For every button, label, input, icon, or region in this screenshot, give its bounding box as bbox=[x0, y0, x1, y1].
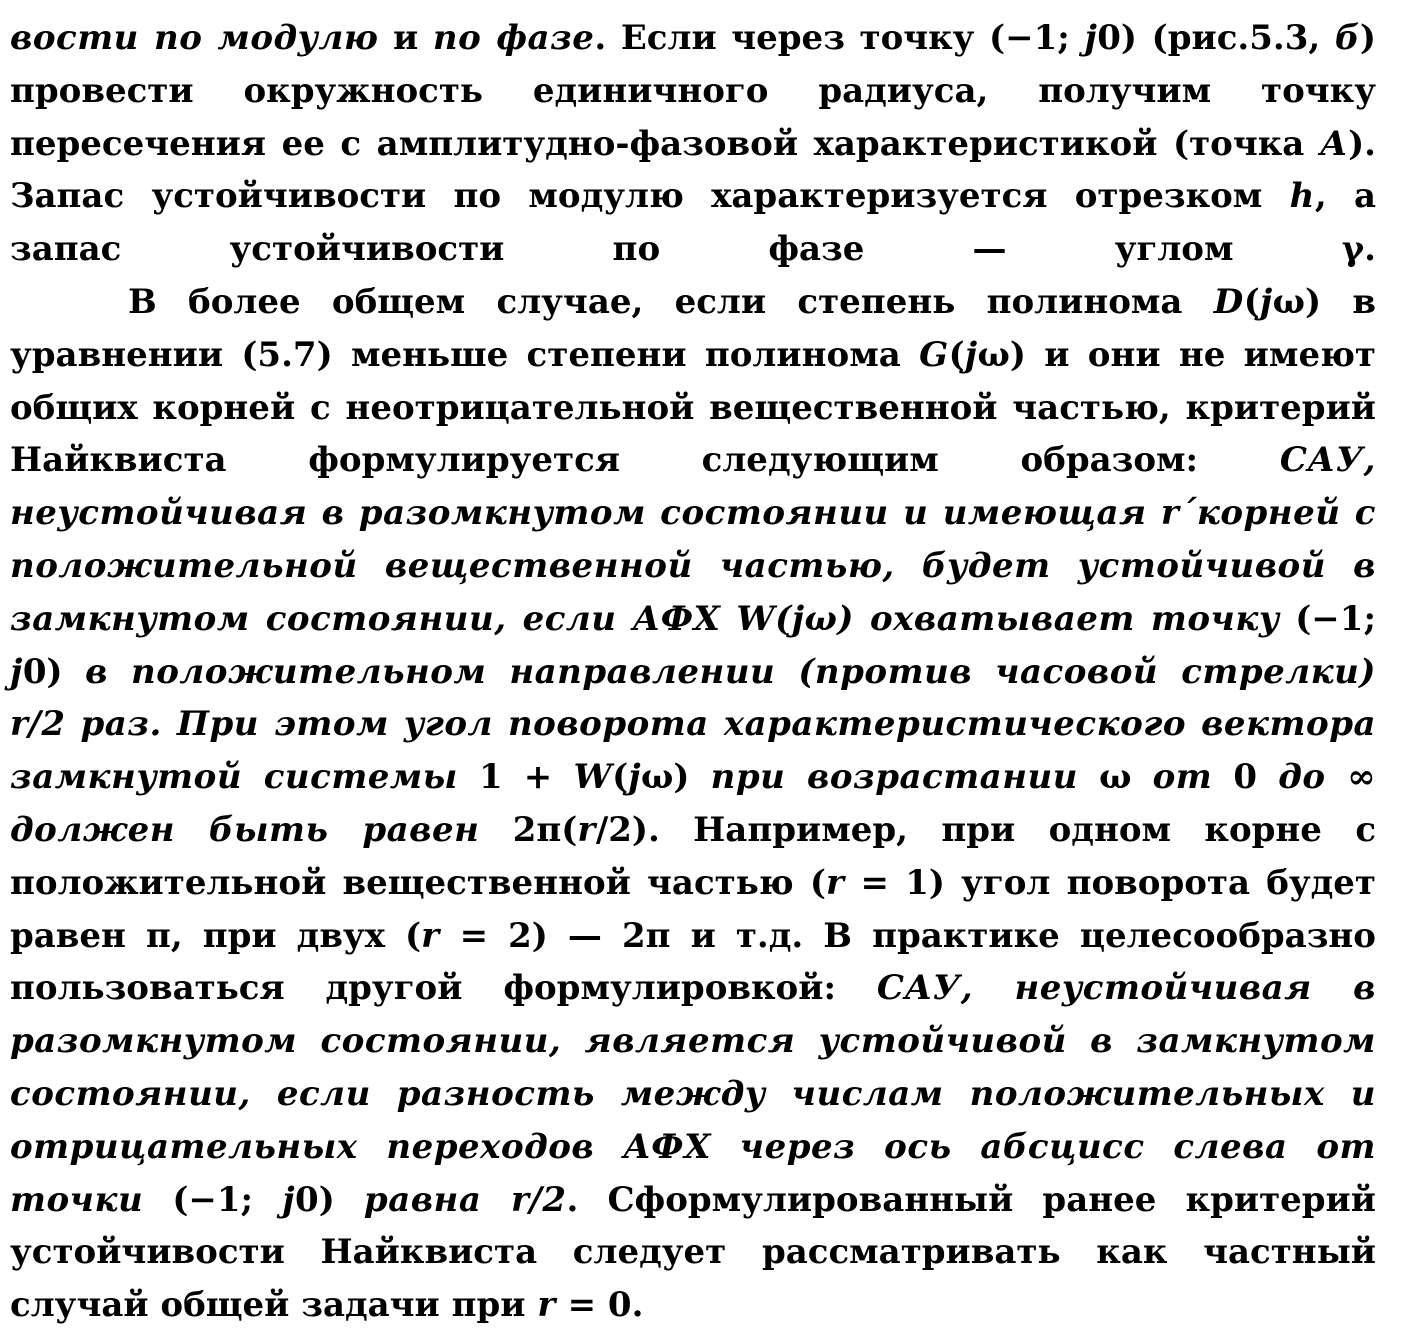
italic-text-run: б bbox=[1334, 18, 1360, 58]
text-run: ). Запас устойчивости по модулю характеризуется отрезком bbox=[10, 123, 1376, 217]
italic-text-run: САУ, неустойчивая в разомкнутом состоянии, является устойчивой в замкнутом состоянии, если разность между числам положительных и отрицательных переходов АФХ через ось абсцисс слева от точки bbox=[10, 968, 1376, 1220]
italic-text-run: r bbox=[577, 809, 596, 850]
text-run: В более общем случае, если степень полинома bbox=[128, 281, 1214, 322]
italic-text-run: G bbox=[919, 334, 949, 375]
text-run: = 1) угол поворота будет равен π, при двух ( bbox=[10, 862, 1376, 956]
italic-text-run: А bbox=[1319, 123, 1349, 164]
text-run: /2). Например, при одном корне с положительной вещественной частью ( bbox=[10, 809, 1377, 903]
italic-text-run: вости по модулю bbox=[10, 18, 379, 58]
paragraph-nyquist-general-criterion bbox=[10, 276, 1376, 1332]
italic-text-run: r bbox=[825, 862, 845, 903]
text-run: ( bbox=[948, 334, 965, 375]
text-run: . Сформулированный ранее критерий устойчивости Найквиста следует рассматривать как частный случай общей задачи при bbox=[10, 1179, 1376, 1326]
italic-text-run: равна r/2 bbox=[363, 1179, 567, 1220]
italic-text-run: j bbox=[964, 334, 978, 375]
italic-text-run: j bbox=[1259, 281, 1273, 322]
italic-text-run: h bbox=[1289, 176, 1315, 217]
paragraph-stability-margins bbox=[10, 12, 1376, 276]
italic-text-run: j bbox=[282, 1179, 296, 1220]
text-run: ω) в уравнении (5.7) меньше степени полинома bbox=[10, 281, 1377, 375]
text-run: = 2) — 2π и т.д. В практике целесообразно пользоваться другой формулировкой: bbox=[10, 915, 1376, 1009]
text-run: ) провести окружность единичного радиуса, получим точку пересечения ее с амплитудно-фазовой характеристикой (точка bbox=[10, 18, 1376, 164]
italic-text-run: от bbox=[1152, 757, 1213, 798]
text-run: = 0. bbox=[555, 1285, 644, 1326]
italic-text-run: до ∞ должен быть равен bbox=[10, 757, 1377, 850]
italic-text-run: j bbox=[10, 651, 23, 692]
italic-text-run: r bbox=[421, 915, 440, 956]
text-run: 2π( bbox=[479, 809, 578, 850]
text-run: и bbox=[378, 18, 433, 58]
text-run: 0 bbox=[1212, 757, 1279, 798]
italic-text-run: W bbox=[573, 757, 613, 798]
italic-text-run: D bbox=[1213, 281, 1244, 322]
italic-text-run: по фазе bbox=[432, 18, 595, 58]
text-run: ω) и они не имеют общих корней с неотрицательной вещественной частью, критерий Найквиста формулируется следующим образом: bbox=[10, 334, 1377, 481]
italic-text-run: j bbox=[628, 757, 642, 798]
text-run: 0) bbox=[22, 651, 86, 692]
text-run: ( bbox=[612, 757, 629, 798]
text-run: 0) (рис.5.3, bbox=[1097, 18, 1335, 58]
text-run: ω bbox=[1077, 757, 1153, 798]
italic-text-run: r bbox=[537, 1285, 556, 1326]
text-run: ( bbox=[1243, 281, 1260, 322]
text-run: ω) bbox=[641, 757, 711, 798]
italic-text-run: j bbox=[1084, 18, 1098, 58]
text-run: , а запас устойчивости по фазе — углом γ. bbox=[10, 176, 1376, 270]
italic-text-run: в положительном направлении (против часовой стрелки) r/2 раз. При этом угол поворота характеристического вектора замкнутой системы bbox=[10, 651, 1376, 798]
text-run: (−1; bbox=[1279, 598, 1376, 639]
text-run: 0) bbox=[295, 1179, 364, 1220]
italic-text-run: при возрастании bbox=[710, 757, 1078, 798]
text-run: . Если через точку (−1; bbox=[594, 18, 1085, 58]
text-run: (−1; bbox=[143, 1179, 283, 1220]
text-run: 1 + bbox=[457, 757, 574, 798]
italic-text-run: САУ, неустойчивая в разомкнутом состоянии и имеющая r´корней с положительной вещественной частью, будет устойчивой в замкнутом состоянии, если АФХ W(jω) охватывает точку bbox=[10, 440, 1376, 639]
